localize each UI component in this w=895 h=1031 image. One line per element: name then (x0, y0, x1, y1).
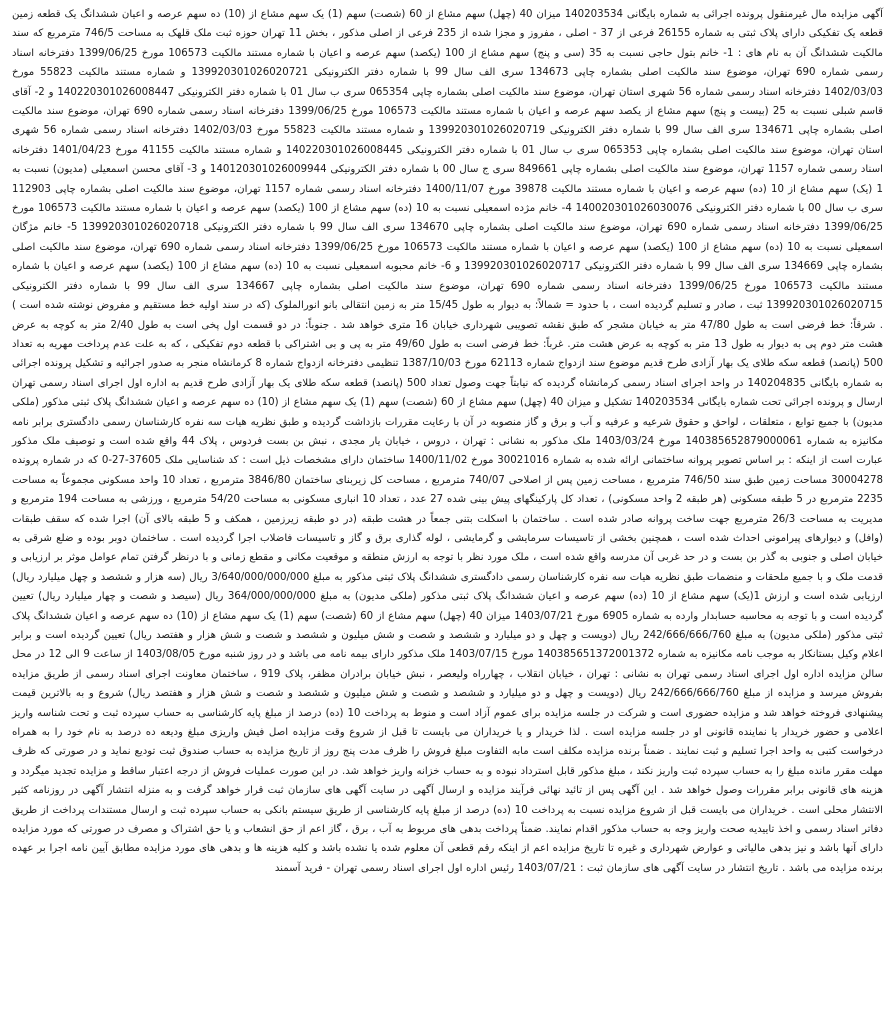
auction-notice-text: آگهی مزایده مال غیرمنقول پرونده اجرائی به شماره بایگانی 140203534 میزان 40 (چهل) سهم مشاع از 60 (شصت) سهم (1) یک سهم مشاع از (10) ده سهم عرصه و اعیان ششدانگ یک قطعه زمین قطعه یک تفکیکی دارای پلاک ثبتی به شماره 26155 فرعی از 37 - اصلی ، مفروز و مجزا شده از 235 فرعی از اصلی مذکور ، بخش 11 تهران حوزه ثبت ملک قلهک به مساحت 746/5 مترمربع که سند مالکیت ششدانگ آن به نام های : 1- خانم بتول حاجی نسبت به 35 (سی و پنج) سهم مشاع از 100 (یکصد) سهم عرصه و اعیان با شماره مستند مالکیت 106573 مورخ 1399/06/25 دفترخانه اسناد رسمی شماره 690 تهران، موضوع سند مالکیت اصلی بشماره چاپی 134673 سری الف سال 99 با شماره دفتر الکترونیکی 139920301026020721 و شماره مستند مالکیت 55823 مورخ 1402/03/03 دفترخانه اسناد رسمی شماره 56 شهری استان تهران، موضوع سند مالکیت اصلی بشماره چاپی 065354 سری ب سال 01 با شماره دفتر الکترونیکی 140220301026008447 و 2- آقای قاسم شبلی نسبت به 25 (بیست و پنج) سهم مشاع از یکصد سهم عرصه و اعیان با شماره مستند مالکیت 106573 مورخ 1399/06/25 دفترخانه اسناد رسمی شماره 690 تهران، موضوع سند مالکیت اصلی بشماره چاپی 134671 سری الف سال 99 با شماره دفتر الکترونیکی 139920301026020719 و شماره مستند مالکیت 55823 مورخ 1402/03/03 دفترخانه اسناد رسمی شماره 56 شهری استان تهران، موضوع سند مالکیت اصلی بشماره چاپی 065353 سری ب سال 01 با شماره دفتر الکترونیکی 140220301026008445 و شماره مستند مالکیت 41155 مورخ 1401/04/23 دفترخانه اسناد رسمی شماره 1157 تهران، موضوع سند مالکیت اصلی بشماره چاپی 849661 سری ج سال 00 با شماره دفتر الکترونیکی 140120301026009944 و 3- آقای محسن اسمعیلی (مدیون) نسبت به 1 (یک) سهم مشاع از 10 (ده) سهم عرصه و اعیان با شماره مستند مالکیت 39878 مورخ 1400/11/07 دفترخانه اسناد رسمی شماره 1157 تهران، موضوع سند مالکیت اصلی بشماره چاپی 112903 سری ب سال 00 با شماره دفتر الکترونیکی 140020301026030076 4- خانم مژده اسمعیلی نسبت به 10 (ده) سهم مشاع از 100 (یکصد) سهم عرصه و اعیان با شماره مستند مالکیت 106573 مورخ 1399/06/25 دفترخانه اسناد رسمی شماره 690 تهران، موضوع سند مالکیت اصلی بشماره چاپی 134670 سری الف سال 99 با شماره دفتر الکترونیکی 139920301026020718 5- خانم مژگان اسمعیلی نسبت به 10 (ده) سهم مشاع از 100 (یکصد) سهم عرصه و اعیان با شماره مستند مالکیت 106573 مورخ 1399/06/25 دفترخانه اسناد رسمی شماره 690 تهران، موضوع سند مالکیت اصلی بشماره چاپی 134669 سری الف سال 99 با شماره دفتر الکترونیکی 139920301026020717 و 6- خانم محبوبه اسمعیلی نسبت به 10 (ده) سهم مشاع از 100 (یکصد) سهم عرصه و اعیان با شماره مستند مالکیت 106573 مورخ 1399/06/25 دفترخانه اسناد رسمی شماره 690 تهران، موضوع سند مالکیت اصلی بشماره چاپی 134667 سری الف سال 99 با شماره دفتر الکترونیکی 139920301026020715 ثبت ، صادر و تسلیم گردیده است ، با حدود = شمالاً: به دیوار به طول 15/45 متر به زمین انتقالی بانو انورالملوک (که در سند اولیه خط مستقیم و مفروض نوشته شده است ) . شرقاً: خط فرضی است به طول 47/80 متر به خیابان مشجر که طبق نقشه تصویبی شهرداری خیابان 16 متری خواهد شد . جنوباً: در دو قسمت اول پخی است به طول 2/40 متر به کوچه به عرض هشت متر دوم پی به دیوار به طول 13 متر به کوچه به عرض هشت متر. غرباً: خط فرضی است به طول 49/60 متر به پی و بی اشتراکی با قطعه دوم تفکیکی ، که به علت عدم پرداخت مهریه به تعداد 500 (پانصد) قطعه سکه طلای یک بهار آزادی طرح قدیم موضوع سند ازدواج شماره 62113 مورخ 1387/10/03 تنظیمی دفترخانه ازدواج شماره 8 کرمانشاه منجر به صدور اجرائیه و تشکیل پرونده اجرائی به شماره بایگانی 140204835 در واحد اجرای اسناد رسمی کرمانشاه گردیده که نیابتاً جهت وصول تعداد 500 (پانصد) قطعه سکه طلای یک بهار آزادی طرح قدیم به اداره اول اجرای اسناد رسمی تهران ارسال و پرونده اجرائی تحت شماره بایگانی 140203534 تشکیل و میزان 40 (چهل) سهم مشاع از 60 (شصت) سهم (1) یک سهم مشاع از (10) ده سهم عرصه و اعیان ششدانگ پلاک ثبتی مذکور (ملکی مدیون) با جمیع توابع ، متعلقات ، لواحق و حقوق شرعیه و عرفیه و آب و برق و گاز منصوبه در آن با رعایت مقررات بازداشت گردیده و طبق نظریه هیات سه نفره کارشناسان رسمی دادگستری برابر نامه مکانیزه به شماره 140385652879000061 مورخ 1403/03/24 ملک مذکور به نشانی : تهران ، دروس ، خیابان یار مجدی ، نبش بن بست فردوس ، پلاک 44 واقع شده است و توصیف ملک مذکور عبارت است از اینکه : بر اساس تصویر پروانه ساختمانی ارائه شده به شماره 30021016 مورخ 1400/11/02 ساختمان دارای مشخصات ذیل است : کد شناسایی ملک 37605-27-0 که در شماره پرونده 30004278 مساحت زمین طبق سند 746/50 مترمربع ، مساحت زمین پس از اصلاحی 740/07 مترمربع ، مساحت کل زیربنای ساختمان 3846/80 مترمربع ، تعداد 10 واحد مسکونی مجموعاً به مساحت 2235 مترمربع در 5 طبقه مسکونی (هر طبقه 2 واحد مسکونی) ، تعداد کل پارکینگهای پیش بینی شده 27 عدد ، تعداد 10 انباری مسکونی به مساحت 54/20 مترمربع ، ورزشی به مساحت 194 مترمربع و مدیریت به مساحت 26/3 مترمربع جهت ساخت پروانه صادر شده است . ساختمان با اسکلت بتنی جمعاً در هشت طبقه (در دو طبقه زیرزمین ، همکف و 5 طبقه بالای آن) اجرا شده که سقف طبقات (وافل) و دیوارهای پیرامونی احداث شده است ، همچنین بخشی از تاسیسات سرمایشی و گرمایشی ، لوله گذاری برق و گاز و تاسیسات فاضلاب اجرا گردیده است . ساختمان دوبر بوده و ضلع شرقی به خیابان اصلی و جنوبی به گذر بن بست و در حد غربی آن مدرسه واقع شده است ، ملک مورد نظر با توجه به ارزش منطقه و موقعیت مکانی و مقطع زمانی و با درنظر گرفتن تمام عوامل موثر بر ارزیابی و قدمت ملک و با جمیع ملحقات و منضمات طبق نظریه هیات سه نفره کارشناسان رسمی دادگستری ششدانگ پلاک ثبتی مذکور به مبلغ 3/640/000/000/000 ریال (سه هزار و ششصد و چهل میلیارد ریال) ارزیابی شده است و ارزش 1(یک) سهم مشاع از 10 (ده) سهم عرصه و اعیان ششدانگ پلاک ثبتی مذکور (ملکی مدیون) به مبلغ 364/000/000/000 ریال (سیصد و شصت و چهار میلیارد ریال) تعیین گردیده است و با توجه به محاسبه حسابدار وارده به شماره 6905 مورخ 1403/07/21 میزان 40 (چهل) سهم مشاع از 60 (شصت) سهم (1) یک سهم مشاع از (10) ده سهم عرصه و اعیان ششدانگ پلاک ثبتی مذکور (ملکی مدیون) به مبلغ 242/666/666/760 ریال (دویست و چهل و دو میلیارد و ششصد و شصت و شش میلیون و ششصد و شصت و شش هزار و هفتصد ریال) تعیین گردیده است و برابر اعلام وکیل بستانکار به موجب نامه مکانیزه به شماره 140385651372001372 مورخ 1403/07/15 ملک مذکور دارای بیمه نامه می باشد و در روز شنبه مورخ 1403/08/05 از ساعت 9 الی 12 در محل سالن مزایده اداره اول اجرای اسناد رسمی تهران به نشانی : تهران ، خیابان انقلاب ، چهارراه ولیعصر ، نبش خیابان برادران مظفر، پلاک 919 ، ساختمان معاونت اجرای اسناد رسمی از طریق مزایده بفروش میرسد و مزایده از مبلغ 242/666/666/760 ریال (دویست و چهل و دو میلیارد و ششصد و شصت و شش میلیون و ششصد و شصت و شش هزار و هفتصد ریال) شروع و به بالاترین قیمت پیشنهادی فروخته خواهد شد و مزایده حضوری است و شرکت در جلسه مزایده برای عموم آزاد است و منوط به پرداخت 10 (ده) درصد از مبلغ پایه کارشناسی به حساب سپرده ثبت و تحت شناسه واریز اعلامی و حضور خریدار یا نماینده قانونی او در جلسه مزایده است . لذا خریدار و یا خریداران می بایست تا قبل از شروع وقت مزایده اصل فیش واریزی مبلغ ودیعه ده درصد به نام خود را به همراه درخواست کتبی به واحد اجرا تسلیم و ثبت نمایند . ضمناً برنده مزایده مکلف است مابه التفاوت مبلغ فروش را ظرف مدت پنج روز از تاریخ مزایده به حساب صندوق ثبت تودیع نماید و در صورتی که ظرف مهلت مقرر مانده مبلغ را به حساب سپرده ثبت واریز نکند ، مبلغ مذکور قابل استرداد نبوده و به حساب خزانه واریز خواهد شد. در این صورت عملیات فروش از درجه اعتبار ساقط و مزایده تجدید میگردد و هزینه های قانونی برابر مقررات وصول خواهد شد . این آگهی پس از تائید نهائی فرآیند مزایده و ارسال آگهی در سایت آگهی های سازمان ثبت قرار خواهد گرفت و به منزله انتشار آگهی در روزنامه کثیر الانتشار محلی است . خریداران می بایست قبل از شروع مزایده نسبت به پرداخت 10 (ده) درصد از مبلغ پایه کارشناسی از طریق سیستم بانکی به حساب سپرده ثبت و ارسال مستندات پرداخت از طریق دفاتر اسناد رسمی و اخذ تاییدیه صحت واریز وجه به حساب مذکور اقدام نمایند. ضمناً پرداخت بدهی های مربوط به آب ، برق ، گاز اعم از حق انشعاب و یا حق اشتراک و مصرف در صورتی که مورد مزایده دارای آنها باشد و نیز بدهی مالیاتی و عوارض شهرداری و غیره تا تاریخ مزایده اعم از اینکه رقم قطعی آن معلوم شده یا نشده باشد و کلیه هزینه ها و بدهی های مورد مزایده مطابق آیین نامه اجرا بر عهده برنده مزایده می باشد . تاریخ انتشار در سایت آگهی های سازمان ثبت : 1403/07/21 رئیس اداره اول اجرای اسناد رسمی تهران - فرید آسمند (12, 9, 884, 874)
